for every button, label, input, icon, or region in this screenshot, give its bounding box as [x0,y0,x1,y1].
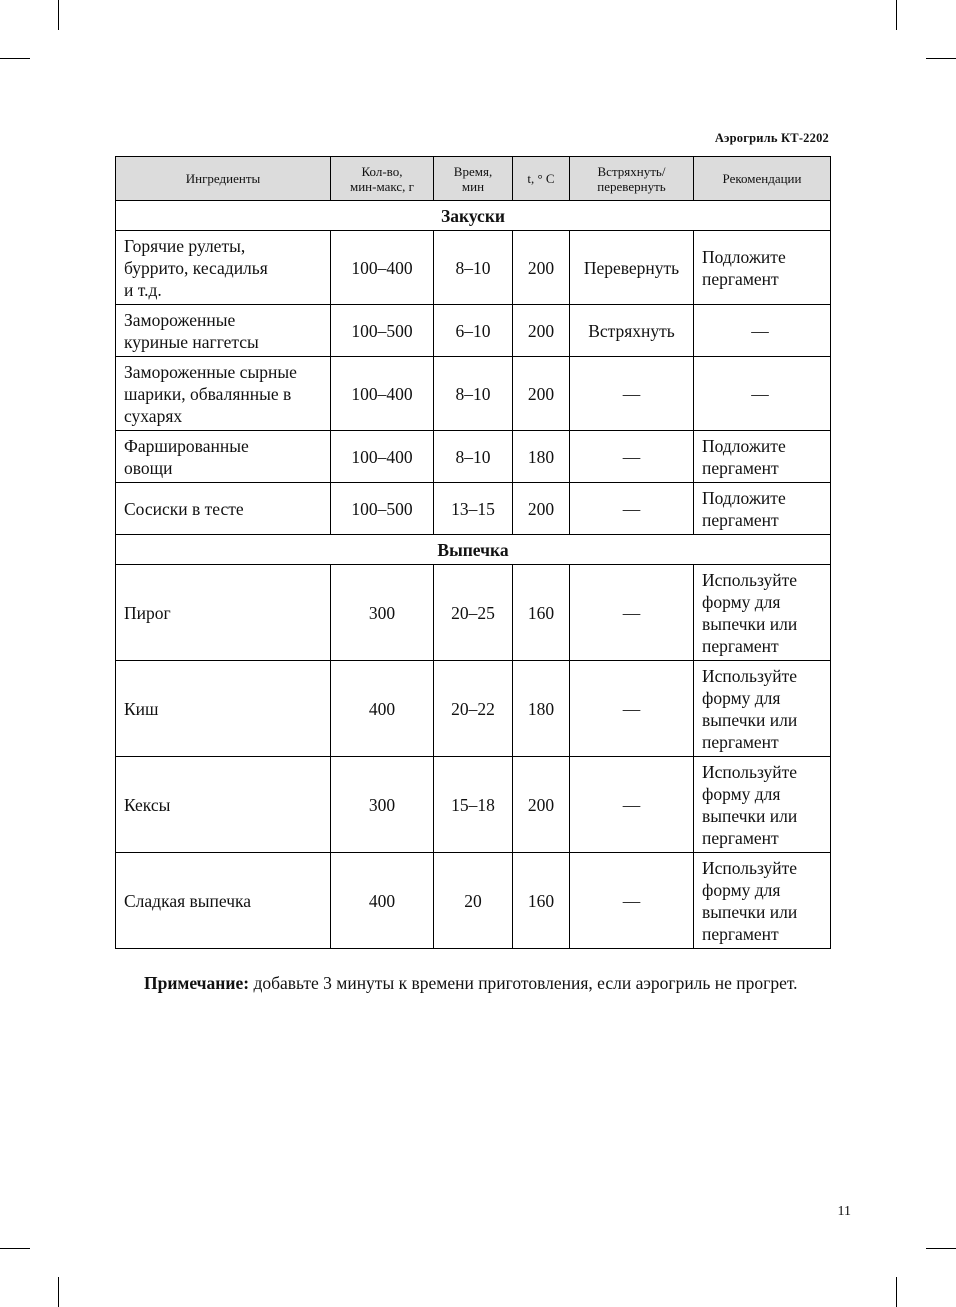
section-row [116,535,831,565]
table-row [116,565,831,661]
page-number: 11 [837,1204,851,1219]
recommendation-cell: — [694,305,831,357]
ingredient-cell: Пирог [116,565,331,661]
action-cell: — [570,661,694,757]
table-row [116,661,831,757]
column-header: Время, мин [434,157,513,201]
cooking-table [115,156,831,949]
qty-cell: 400 [331,661,434,757]
column-header: t, ° C [513,157,570,201]
ingredient-cell: Замороженные сырные шарики, обвалянные в сухарях [116,357,331,431]
qty-cell: 100–500 [331,483,434,535]
action-cell: — [570,757,694,853]
temp-cell: 160 [513,853,570,949]
time-cell: 20–25 [434,565,513,661]
note-paragraph [115,972,830,995]
time-cell: 20 [434,853,513,949]
temp-cell: 160 [513,565,570,661]
section-row [116,201,831,231]
table-row [116,757,831,853]
running-header: Аэрогриль КТ-2202 [714,131,829,145]
action-cell: — [570,565,694,661]
temp-cell: 200 [513,483,570,535]
ingredient-cell: Сладкая выпечка [116,853,331,949]
recommendation-cell: Используйте форму для выпечки или пергамент [694,757,831,853]
ingredient-cell: Киш [116,661,331,757]
time-cell: 15–18 [434,757,513,853]
time-cell: 8–10 [434,231,513,305]
crop-mark [926,58,956,59]
time-cell: 8–10 [434,357,513,431]
temp-cell: 200 [513,231,570,305]
qty-cell: 300 [331,757,434,853]
qty-cell: 100–400 [331,431,434,483]
ingredient-cell: Сосиски в тесте [116,483,331,535]
crop-mark [896,1277,897,1307]
crop-mark [896,0,897,30]
column-header: Рекомендации [694,157,831,201]
recommendation-cell: Используйте форму для выпечки или пергамент [694,853,831,949]
temp-cell: 200 [513,305,570,357]
table-header-row [116,157,831,201]
ingredient-cell: Фаршированные овощи [116,431,331,483]
time-cell: 13–15 [434,483,513,535]
table-row [116,483,831,535]
ingredient-cell: Кексы [116,757,331,853]
section-title: Закуски [116,201,831,231]
table-row [116,853,831,949]
temp-cell: 180 [513,661,570,757]
time-cell: 20–22 [434,661,513,757]
crop-mark [0,58,30,59]
qty-cell: 300 [331,565,434,661]
qty-cell: 100–400 [331,231,434,305]
note-text: добавьте 3 минуты к времени приготовления, если аэрогриль не прогрет. [249,973,798,993]
crop-mark [926,1248,956,1249]
recommendation-cell: Подложите пергамент [694,431,831,483]
column-header: Встряхнуть/ перевернуть [570,157,694,201]
column-header: Кол-во, мин-макс, г [331,157,434,201]
action-cell: — [570,853,694,949]
recommendation-cell: Подложите пергамент [694,231,831,305]
action-cell: — [570,431,694,483]
crop-mark [58,1277,59,1307]
qty-cell: 100–500 [331,305,434,357]
recommendation-cell: Используйте форму для выпечки или пергамент [694,565,831,661]
table-row [116,431,831,483]
recommendation-cell: — [694,357,831,431]
qty-cell: 400 [331,853,434,949]
action-cell: Перевернуть [570,231,694,305]
temp-cell: 200 [513,757,570,853]
recommendation-cell: Подложите пергамент [694,483,831,535]
temp-cell: 200 [513,357,570,431]
time-cell: 6–10 [434,305,513,357]
temp-cell: 180 [513,431,570,483]
ingredient-cell: Замороженные куриные наггетсы [116,305,331,357]
action-cell: Встряхнуть [570,305,694,357]
section-title: Выпечка [116,535,831,565]
crop-mark [0,1248,30,1249]
recommendation-cell: Используйте форму для выпечки или пергамент [694,661,831,757]
table-row [116,231,831,305]
time-cell: 8–10 [434,431,513,483]
table-row [116,357,831,431]
column-header: Ингредиенты [116,157,331,201]
action-cell: — [570,483,694,535]
crop-mark [58,0,59,30]
ingredient-cell: Горячие рулеты, буррито, кесадилья и т.д. [116,231,331,305]
action-cell: — [570,357,694,431]
note-label: Примечание: [144,973,250,993]
qty-cell: 100–400 [331,357,434,431]
table-row [116,305,831,357]
